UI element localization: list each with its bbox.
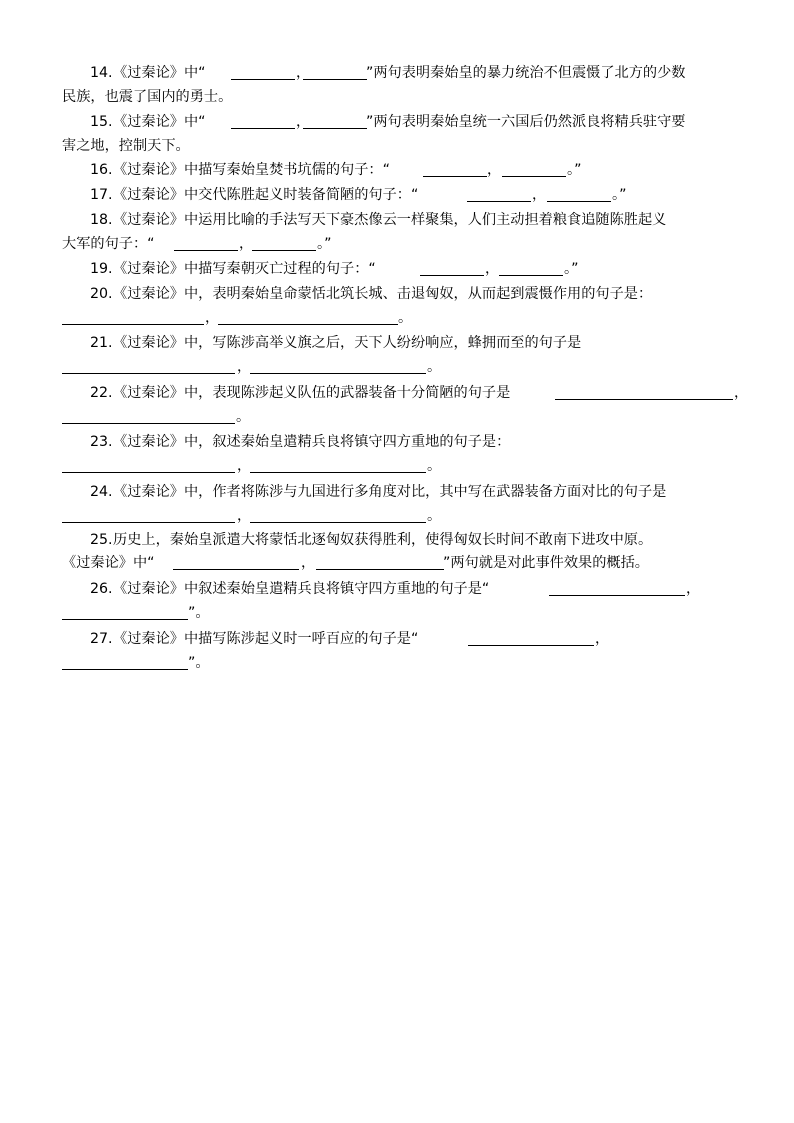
question-text: 。 [398,310,413,326]
answer-blank[interactable] [231,79,295,80]
question-text: ， [296,65,311,81]
question-27 [0,627,794,651]
question-21 [0,331,794,355]
question-15 [0,110,794,134]
question-text: 《过秦论》中描写陈涉起义时一呼百应的句子是“ [113,631,419,647]
question-text: ”两句就是对此事件效果的概括。 [443,555,649,571]
question-number: 14. [90,65,113,81]
question-text: 《过秦论》中，作者将陈涉与九国进行多角度对比，其中写在武器装备方面对比的句子是 [113,484,667,500]
question-23 [0,430,794,454]
answer-blank[interactable] [173,569,299,570]
answer-blank[interactable] [420,275,484,276]
answer-blank[interactable] [555,399,733,400]
answer-blank[interactable] [62,324,204,325]
answer-blank[interactable] [303,79,367,80]
question-text: ， [686,581,701,597]
question-text: ， [239,236,254,252]
question-number: 17. [90,187,113,203]
question-text: 。 [236,409,251,425]
answer-blank[interactable] [174,250,238,251]
question-text: ”。 [188,605,210,621]
question-text: 。” [567,162,582,178]
question-20 [0,282,794,306]
question-18-cont [0,232,794,256]
question-20-cont [0,306,794,330]
question-text: 《过秦论》中，表现陈涉起义队伍的武器装备十分简陋的句子是 [113,385,511,401]
question-21-cont [0,355,794,379]
answer-blank[interactable] [250,522,426,523]
question-text: 《过秦论》中，表明秦始皇命蒙恬北筑长城、击退匈奴，从而起到震慑作用的句子是： [113,286,653,302]
question-text: ， [487,162,502,178]
answer-blank[interactable] [316,569,444,570]
question-text: 民族，也震了国内的勇士。 [62,89,233,105]
answer-blank[interactable] [303,128,367,129]
question-text: ”两句表明秦始皇统一六国后仍然派良将精兵驻守要 [366,114,686,130]
question-text: ， [485,261,500,277]
question-26-cont [0,601,794,625]
question-text: 《过秦论》中运用比喻的手法写天下豪杰像云一样聚集，人们主动担着粮食追随陈胜起义 [113,212,667,228]
answer-blank[interactable] [468,645,594,646]
question-text: 。” [317,236,332,252]
answer-blank[interactable] [499,275,563,276]
question-26 [0,577,794,601]
question-25 [0,528,794,552]
question-23-cont [0,454,794,478]
question-text: 《过秦论》中交代陈胜起义时装备简陋的句子：“ [113,187,419,203]
question-text: 《过秦论》中“ [113,114,206,130]
question-text: 《过秦论》中“ [113,65,206,81]
question-25-cont [0,551,794,575]
answer-blank[interactable] [62,423,235,424]
question-text: 《过秦论》中叙述秦始皇遣精兵良将镇守四方重地的句子是“ [113,581,490,597]
question-text: ， [237,458,252,474]
question-number: 27. [90,631,113,647]
question-text: ， [237,359,252,375]
question-text: ， [532,187,547,203]
answer-blank[interactable] [250,373,426,374]
question-text: 《过秦论》中描写秦朝灭亡过程的句子：“ [113,261,376,277]
answer-blank[interactable] [547,201,611,202]
question-18 [0,208,794,232]
question-number: 19. [90,261,113,277]
question-22 [0,381,794,405]
question-number: 26. [90,581,113,597]
question-text: 《过秦论》中描写秦始皇焚书坑儒的句子：“ [113,162,390,178]
question-17 [0,183,794,207]
question-text: 。” [564,261,579,277]
answer-blank[interactable] [549,595,685,596]
question-16 [0,158,794,182]
question-text: 大军的句子：“ [62,236,155,252]
question-number: 23. [90,434,113,450]
question-number: 16. [90,162,113,178]
answer-blank[interactable] [62,373,235,374]
question-24-cont [0,504,794,528]
answer-blank[interactable] [250,472,426,473]
question-22-cont [0,405,794,429]
question-text: 历史上，秦始皇派遣大将蒙恬北逐匈奴获得胜利，使得匈奴长时间不敢南下进攻中原。 [113,532,653,548]
question-number: 24. [90,484,113,500]
question-number: 25. [90,532,113,548]
question-text: ”。 [188,655,210,671]
question-15-cont [0,134,794,158]
question-text: 。 [427,458,442,474]
answer-blank[interactable] [467,201,531,202]
question-number: 22. [90,385,113,401]
question-text: 。” [612,187,627,203]
question-text: ， [734,385,749,401]
answer-blank[interactable] [252,250,316,251]
question-text: 《过秦论》中，写陈涉高举义旗之后，天下人纷纷响应，蜂拥而至的句子是 [113,335,582,351]
answer-blank[interactable] [62,522,235,523]
question-number: 21. [90,335,113,351]
question-number: 15. [90,114,113,130]
question-text: ， [301,555,316,571]
question-27-cont [0,651,794,675]
answer-blank[interactable] [231,128,295,129]
question-text: 《过秦论》中，叙述秦始皇遣精兵良将镇守四方重地的句子是： [113,434,511,450]
answer-blank[interactable] [502,176,566,177]
question-number: 18. [90,212,113,228]
question-text: ， [296,114,311,130]
question-text: 。 [427,359,442,375]
answer-blank[interactable] [62,472,235,473]
question-text: ， [595,631,610,647]
question-text: 《过秦论》中“ [62,555,155,571]
question-text: 。 [427,508,442,524]
question-text: 害之地，控制天下。 [62,138,190,154]
answer-blank[interactable] [62,619,188,620]
answer-blank[interactable] [62,669,188,670]
question-number: 20. [90,286,113,302]
question-24 [0,480,794,504]
answer-blank[interactable] [218,324,398,325]
question-14-cont [0,85,794,109]
question-19 [0,257,794,281]
answer-blank[interactable] [423,176,487,177]
question-text: ”两句表明秦始皇的暴力统治不但震慑了北方的少数 [366,65,686,81]
question-text: ， [205,310,220,326]
question-text: ， [237,508,252,524]
question-14 [0,61,794,85]
